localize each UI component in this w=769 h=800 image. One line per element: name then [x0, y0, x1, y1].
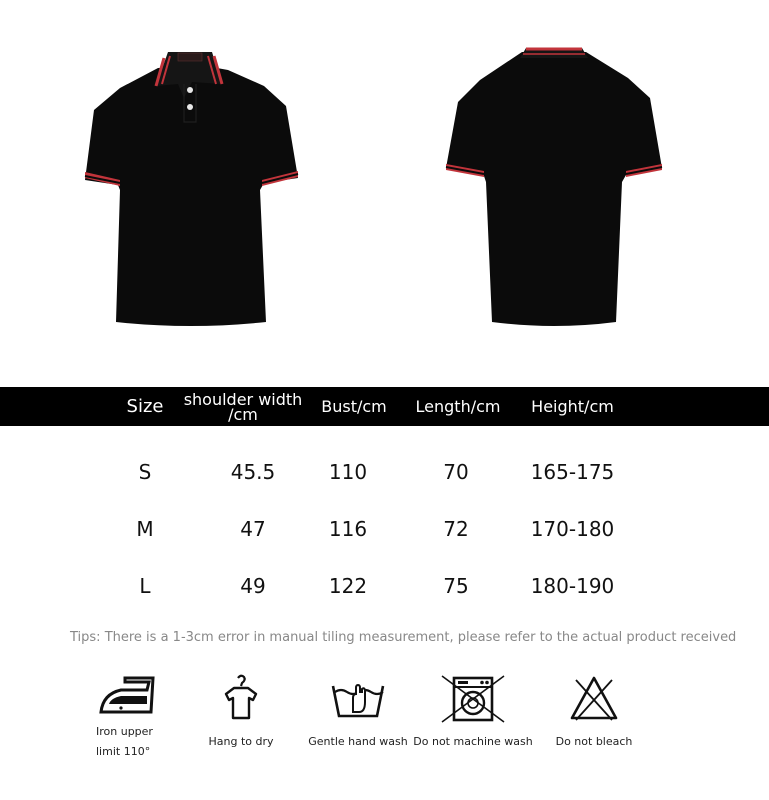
care-item-hang — [198, 672, 284, 772]
cell-size: M — [136, 517, 154, 541]
cell-bust: 110 — [328, 460, 368, 484]
cell-shoulder: 45.5 — [230, 460, 276, 484]
header-shoulder-line1: shoulder width — [183, 389, 303, 409]
cell-shoulder: 49 — [240, 574, 266, 598]
polo-shirt-front-image — [80, 40, 305, 332]
hand-wash-icon — [329, 672, 387, 726]
cell-bust: 122 — [328, 574, 368, 598]
no-machine-wash-label: Do not machine wash — [413, 735, 533, 748]
table-row — [0, 560, 769, 617]
care-item-no-bleach — [548, 672, 640, 772]
product-photos — [0, 0, 769, 380]
cell-height: 170-180 — [530, 517, 615, 541]
table-row — [0, 446, 769, 503]
cell-bust: 116 — [328, 517, 368, 541]
cell-length: 70 — [443, 460, 469, 484]
cell-size: S — [138, 460, 152, 484]
size-table-body — [0, 446, 769, 617]
care-item-iron — [82, 672, 172, 772]
no-bleach-label: Do not bleach — [555, 735, 633, 748]
care-item-no-machine-wash — [412, 672, 534, 772]
care-item-hand-wash — [306, 672, 410, 772]
cell-height: 180-190 — [530, 574, 615, 598]
cell-length: 72 — [443, 517, 469, 541]
size-table-header — [0, 387, 769, 426]
cell-size: L — [139, 574, 151, 598]
header-shoulder-width — [180, 387, 306, 426]
hanger-icon — [218, 672, 264, 726]
hand-wash-label: Gentle hand wash — [308, 735, 408, 748]
cell-length: 75 — [443, 574, 469, 598]
cell-shoulder: 47 — [240, 517, 266, 541]
header-height: Height/cm — [531, 397, 614, 416]
measurement-tips: Tips: There is a 1-3cm error in manual tiling measurement, please refer to the actual product received — [70, 630, 737, 645]
polo-shirt-back-image — [440, 40, 668, 332]
header-size: Size — [126, 396, 164, 417]
iron-label-line2: limit 110° — [96, 745, 151, 758]
iron-label-line1: Iron upper — [96, 725, 153, 738]
hang-label: Hang to dry — [208, 735, 274, 748]
header-length: Length/cm — [415, 397, 501, 416]
no-bleach-icon — [568, 672, 620, 726]
header-bust: Bust/cm — [321, 397, 387, 416]
no-machine-wash-icon — [438, 672, 508, 726]
header-shoulder-line2: /cm — [228, 404, 258, 424]
iron-icon — [97, 672, 157, 718]
cell-height: 165-175 — [530, 460, 615, 484]
table-row — [0, 503, 769, 560]
